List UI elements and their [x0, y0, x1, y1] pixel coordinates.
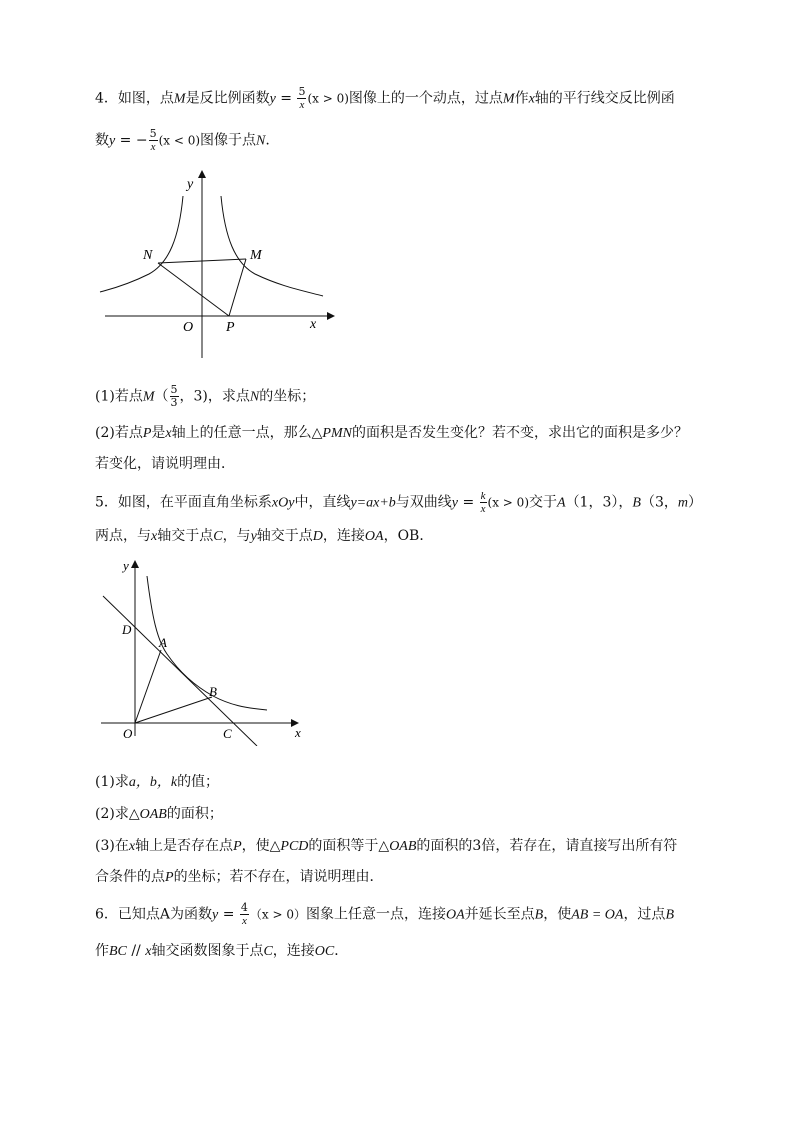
fraction-4-over-x: $\frac{4}{x}$	[240, 901, 248, 927]
fraction-5-over-x: $\frac{5}{x}$	[298, 85, 306, 111]
label-A: A	[159, 635, 167, 650]
label-M: M	[250, 248, 262, 263]
q4-line-2: 数y = − $\frac{5}{x}$ (x < 0)图像于点N.	[95, 127, 270, 153]
label-y: y	[187, 177, 194, 192]
fraction-k-over-x: $\frac{k}{x}$	[480, 490, 486, 515]
q4-part-2: (2)若点P是x轴上的任意一点，那么△PMN的面积是否发生变化？若不变，求出它的面积是多少？	[95, 425, 688, 441]
q5-part-2: (2)求△OAB的面积；	[95, 806, 223, 822]
q5-line-2: 两点，与x轴交于点C，与y轴交于点D，连接OA，OB．	[95, 528, 434, 544]
label-D: D	[122, 622, 132, 637]
label-O: O	[183, 320, 194, 335]
label-P: P	[226, 320, 235, 335]
label-y: y	[123, 558, 129, 573]
q5-part-3-cont: 合条件的点P的坐标；若不存在，请说明理由．	[95, 869, 384, 885]
q4-figure	[95, 168, 335, 364]
q5-part-1: (1)求a，b，k的值；	[95, 774, 220, 790]
q4-part-2-cont: 若变化，请说明理由．	[95, 456, 235, 472]
label-x: x	[295, 725, 301, 740]
q5-figure	[95, 556, 310, 746]
label-C: C	[223, 726, 232, 741]
segment-OB	[135, 697, 212, 723]
q6-line-1: 6．已知点A为函数y = $\frac{4}{x}$ （x > 0）图象上任意一点，连接OA并延长至点B，使AB = OA，过点B	[95, 901, 674, 927]
label-O: O	[123, 726, 133, 741]
q5-line-1: 5．如图，在平面直角坐标系xOy中，直线y=ax+b与双曲线y = $\frac{k}{x}$ (x > 0)交于A（1，3），B（3，m）	[95, 490, 702, 515]
fraction-5-over-x: $\frac{5}{x}$	[149, 127, 157, 153]
segment-OA	[135, 650, 161, 723]
label-x: x	[310, 317, 317, 332]
hyperbola-right-branch	[221, 196, 323, 296]
q4-part-1: (1)若点M（ $\frac{5}{3}$ ，3)，求点N的坐标；	[95, 383, 316, 409]
label-B: B	[209, 684, 217, 699]
segment-NP	[158, 263, 229, 316]
fraction-5-over-3: $\frac{5}{3}$	[170, 383, 178, 409]
x-axis-arrow	[327, 312, 335, 320]
hyperbola-left-branch	[100, 196, 183, 292]
label-N: N	[143, 248, 153, 263]
y-axis-arrow	[131, 560, 139, 568]
segment-MP	[229, 259, 246, 316]
q4-line-1: 4．如图，点M是反比例函数y = $\frac{5}{x}$ (x > 0)图像上的一个动点，过点M作x轴的平行线交反比例函	[95, 85, 675, 111]
y-axis-arrow	[198, 170, 206, 178]
q5-part-3: (3)在x轴上是否存在点P，使△PCD的面积等于△OAB的面积的3倍，若存在，请直接写出所有符	[95, 838, 678, 854]
q6-line-2: 作BC // x轴交函数图象于点C，连接OC．	[95, 943, 349, 959]
